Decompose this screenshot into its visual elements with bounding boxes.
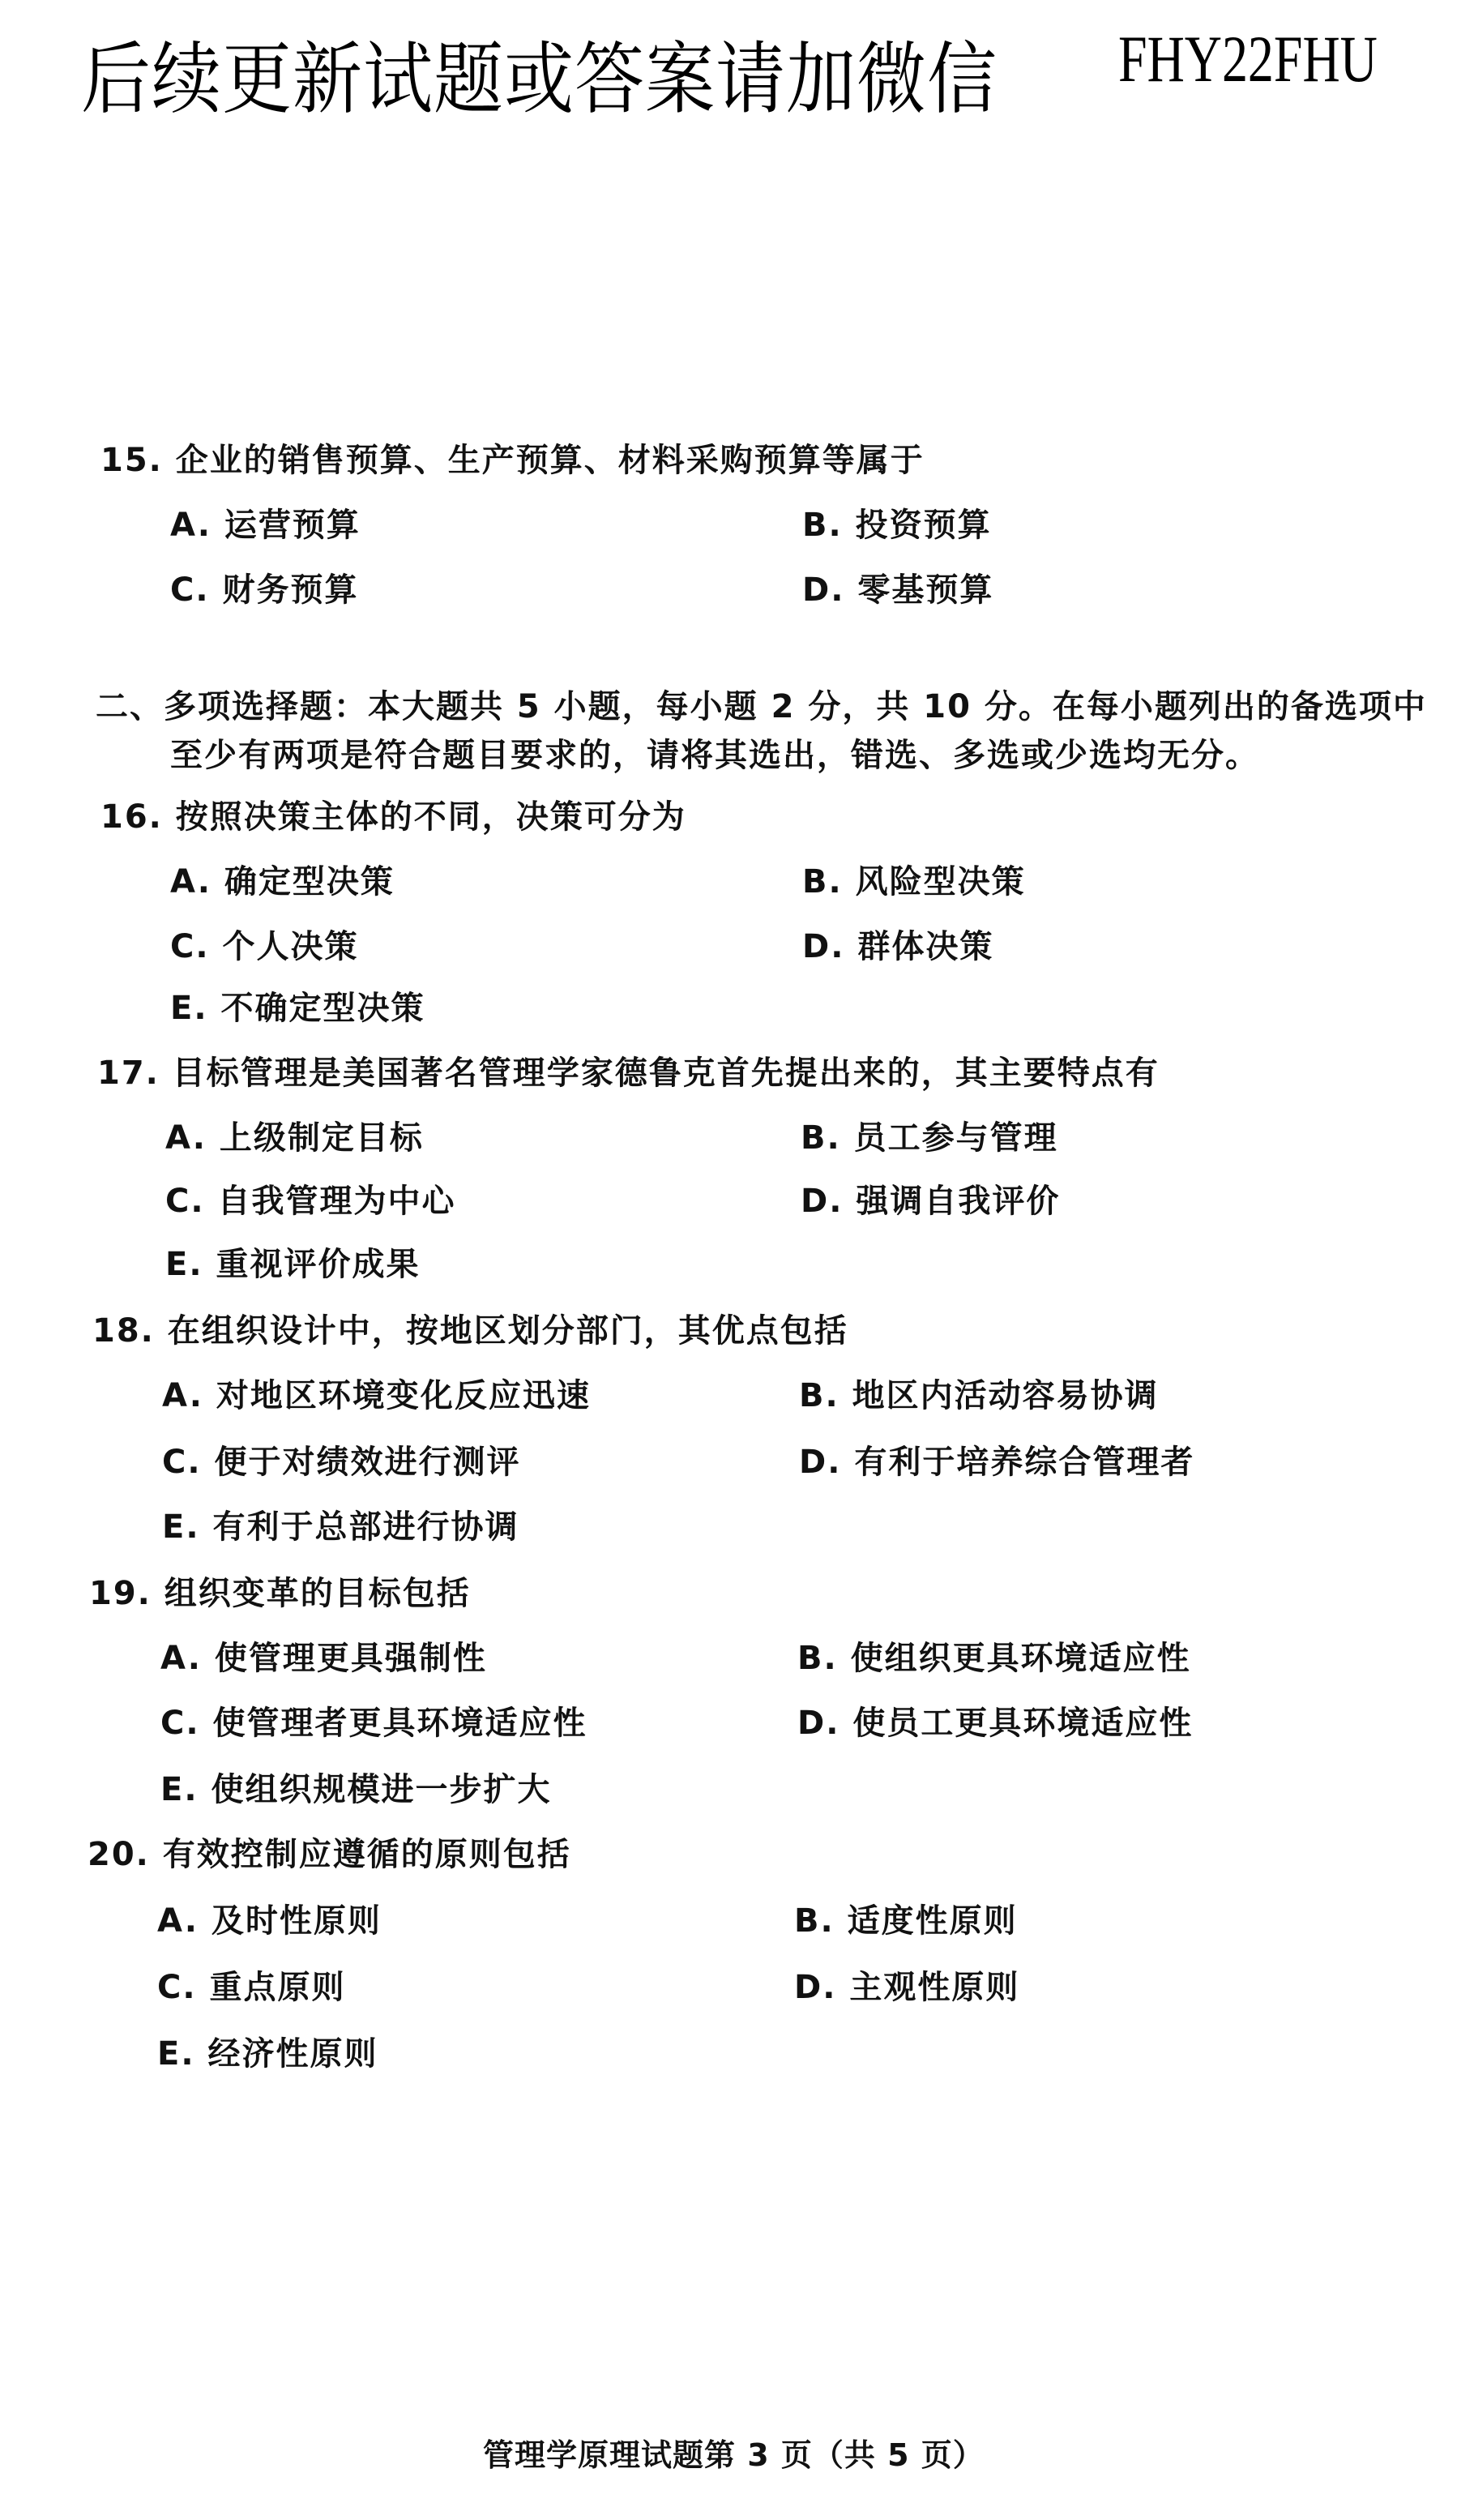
option-18b: B. 地区内活动容易协调 — [799, 1377, 1159, 1414]
option-20b: B. 适度性原则 — [794, 1902, 1018, 1940]
option-16b: B. 风险型决策 — [802, 863, 1026, 901]
option-19b: B. 使组织更具环境适应性 — [797, 1640, 1191, 1677]
option-17d: D. 强调自我评价 — [801, 1183, 1061, 1220]
option-19d: D. 使员工更具环境适应性 — [797, 1705, 1194, 1742]
option-18e: E. 有利于总部进行协调 — [162, 1508, 519, 1546]
section-2-heading: 二、多项选择题：本大题共 5 小题，每小题 2 分，共 10 分。在每小题列出的备选项中 — [96, 688, 1427, 725]
option-17b: B. 员工参与管理 — [801, 1119, 1058, 1157]
question-17-stem: 17. 目标管理是美国著名管理学家德鲁克首先提出来的，其主要特点有 — [97, 1055, 1160, 1092]
question-16-stem: 16. 按照决策主体的不同，决策可分为 — [100, 798, 686, 836]
option-15b: B. 投资预算 — [802, 507, 992, 544]
option-15a: A. 运营预算 — [170, 507, 361, 544]
wechat-id: FHY22FHU — [1118, 22, 1378, 96]
option-19e: E. 使组织规模进一步扩大 — [160, 1771, 552, 1808]
option-15c: C. 财务预算 — [170, 571, 359, 609]
option-19a: A. 使管理更具强制性 — [160, 1640, 487, 1677]
question-15-stem: 15. 企业的销售预算、生产预算、材料采购预算等属于 — [100, 442, 925, 479]
option-17c: C. 自我管理为中心 — [165, 1183, 456, 1220]
question-20-stem: 20. 有效控制应遵循的原则包括 — [88, 1836, 571, 1873]
option-20c: C. 重点原则 — [157, 1969, 346, 2006]
option-16c: C. 个人决策 — [170, 928, 359, 965]
page-footer: 管理学原理试题第 3 页（共 5 页） — [483, 2437, 985, 2473]
option-19c: C. 使管理者更具环境适应性 — [160, 1705, 587, 1742]
option-17a: A. 上级制定目标 — [165, 1119, 424, 1157]
option-18d: D. 有利于培养综合管理者 — [799, 1444, 1195, 1481]
option-18a: A. 对地区环境变化反应迅速 — [162, 1377, 591, 1414]
option-16a: A. 确定型决策 — [170, 863, 395, 901]
question-19-stem: 19. 组织变革的目标包括 — [89, 1575, 471, 1612]
watermark-header: 后续更新试题或答案请加微信 — [81, 34, 998, 126]
option-16d: D. 群体决策 — [802, 928, 994, 965]
option-18c: C. 便于对绩效进行测评 — [162, 1444, 521, 1481]
option-20d: D. 主观性原则 — [794, 1969, 1020, 2006]
question-18-stem: 18. 在组织设计中，按地区划分部门，其优点包括 — [92, 1312, 848, 1350]
option-16e: E. 不确定型决策 — [170, 990, 425, 1027]
option-15d: D. 零基预算 — [802, 571, 994, 609]
section-2-instructions: 至少有两项是符合题目要求的，请将其选出，错选、多选或少选均无分。 — [170, 737, 1259, 774]
option-20e: E. 经济性原则 — [157, 2035, 378, 2073]
option-17e: E. 重视评价成果 — [165, 1246, 421, 1283]
option-20a: A. 及时性原则 — [157, 1902, 382, 1940]
